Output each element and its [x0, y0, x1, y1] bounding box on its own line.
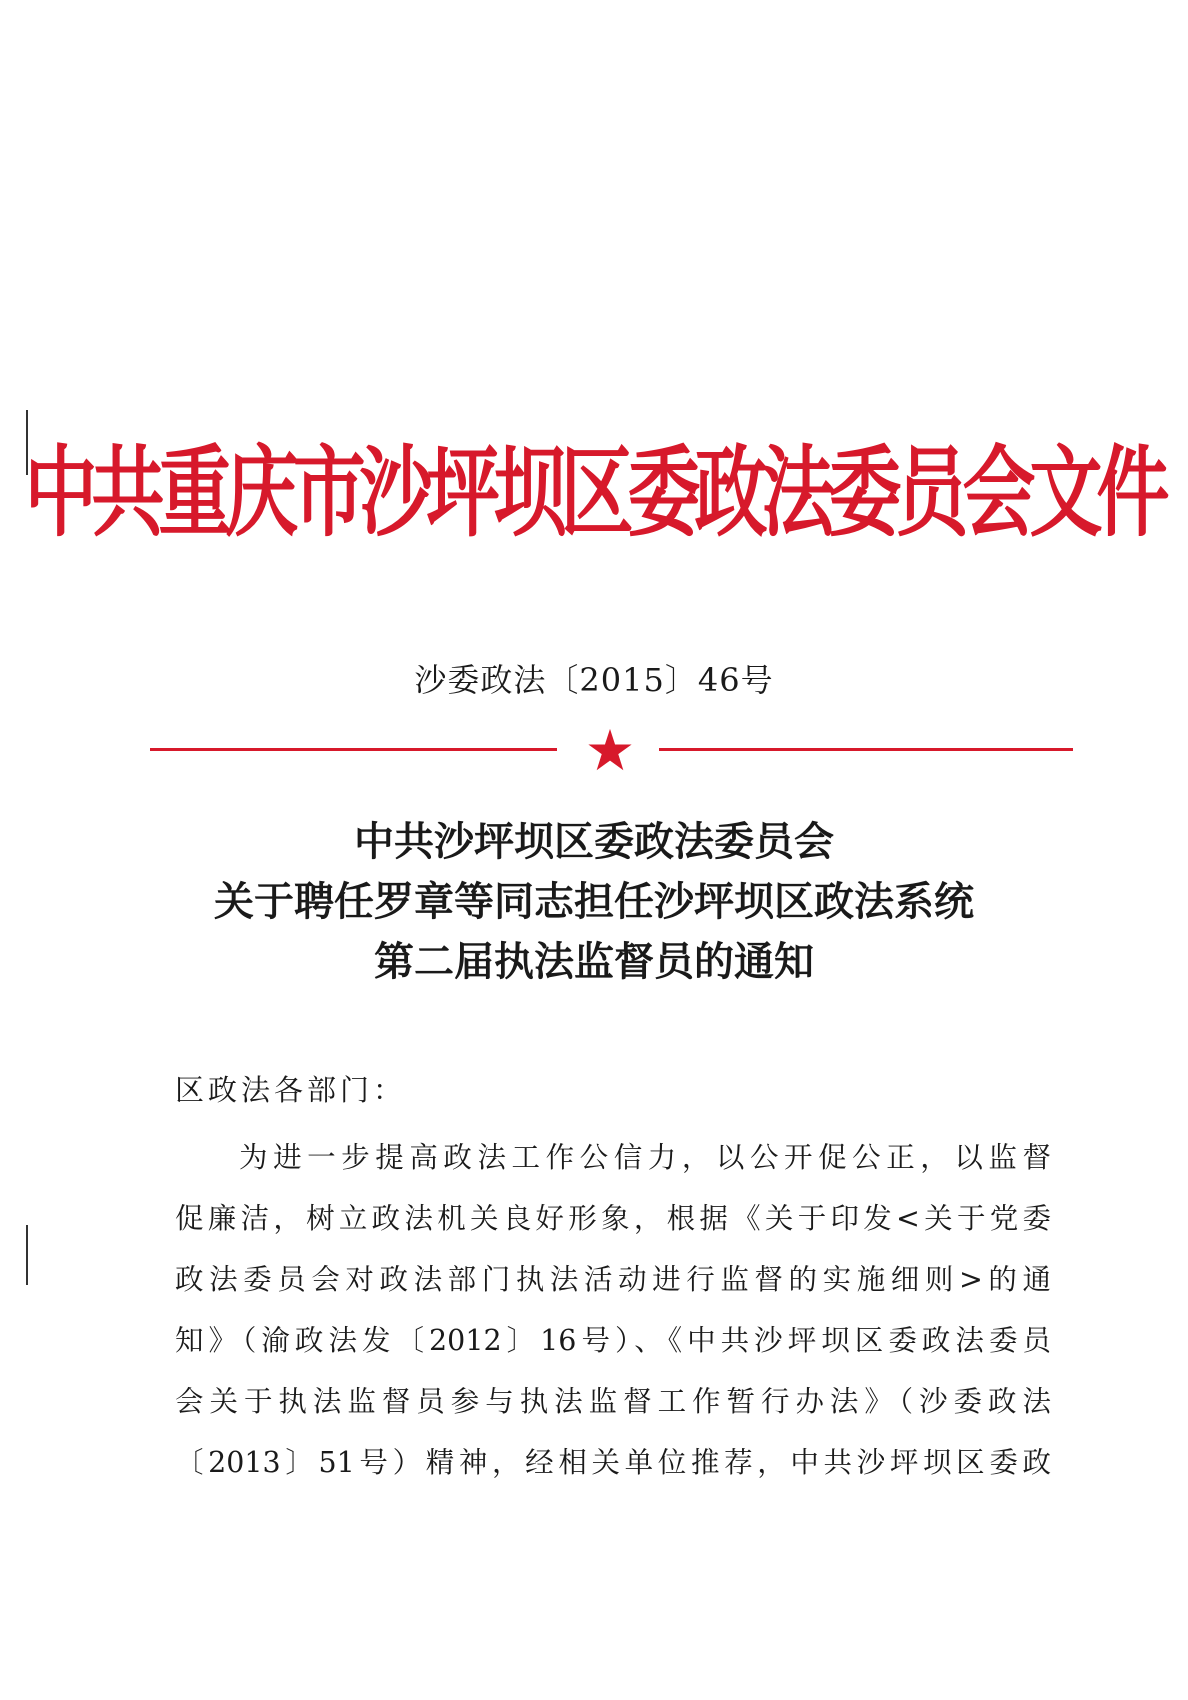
salutation: 区政法各部门：: [175, 1073, 407, 1107]
body-line: 〔2013〕51号）精神，经相关单位推荐，中共沙坪坝区委政: [175, 1446, 1051, 1479]
body-text: [175, 1127, 1051, 1493]
body-line: 知》（渝政法发〔2012〕16号）、《中共沙坪坝区委政法委员: [175, 1324, 1051, 1357]
binding-margin-mark: [26, 1225, 28, 1285]
body-line: 会关于执法监督员参与执法监督工作暂行办法》（沙委政法: [175, 1385, 1051, 1418]
red-divider-left: [150, 748, 557, 751]
body-line: 为进一步提高政法工作公信力，以公开促公正，以监督: [239, 1141, 1051, 1174]
body-line: 促廉洁，树立政法机关良好形象，根据《关于印发<关于党委: [175, 1202, 1051, 1235]
red-star-icon: [587, 727, 633, 773]
title-line: 第二届执法监督员的通知: [374, 939, 814, 985]
document-number: 沙委政法〔2015〕46号: [414, 661, 774, 699]
notice-title: [0, 812, 1188, 992]
body-line: 政法委员会对政法部门执法活动进行监督的实施细则>的通: [175, 1263, 1051, 1296]
title-line: 中共沙坪坝区委政法委员会: [354, 819, 834, 865]
red-divider-right: [659, 748, 1073, 751]
title-line: 关于聘任罗章等同志担任沙坪坝区政法系统: [214, 879, 974, 925]
red-masthead: 中共重庆市沙坪坝区委政法委员会文件: [24, 435, 1164, 551]
